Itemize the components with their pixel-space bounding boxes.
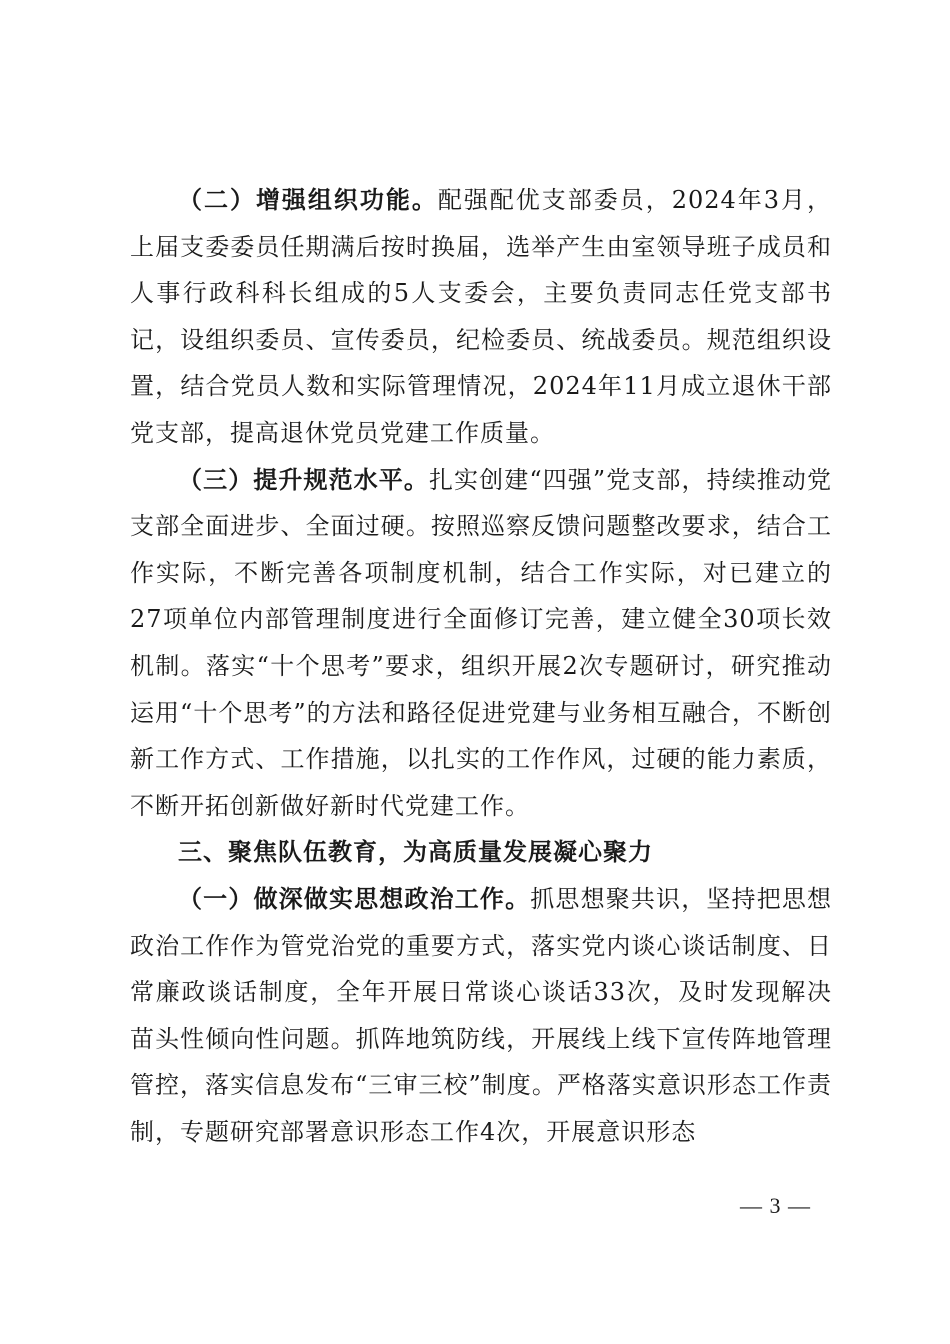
paragraph-text: 抓思想聚共识，坚持把思想政治工作作为管党治党的重要方式，落实党内谈心谈话制度、日常廉政谈话制度，全年开展日常谈心谈话33次，及时发现解决苗头性倾向性问题。抓阵地筑防线，开展线上线下宣传阵地管理管控，落实信息发布“三审三校”制度。严格落实意识形态工作责制，专题研究部署意识形态工作4次，开展意识形态 bbox=[130, 884, 833, 1146]
document-body bbox=[130, 177, 832, 1155]
paragraph-strengthen-organization bbox=[130, 177, 832, 457]
page-number: — 3 — bbox=[740, 1193, 811, 1218]
paragraph-lead: （三）提升规范水平。 bbox=[178, 465, 429, 494]
paragraph-ideological-work bbox=[130, 876, 832, 1156]
paragraph-text: 扎实创建“四强”党支部，持续推动党支部全面进步、全面过硬。按照巡察反馈问题整改要求，结合工作实际，不断完善各项制度机制，结合工作实际，对已建立的27项单位内部管理制度进行全面修订完善，建立健全30项长效机制。落实“十个思考”要求，组织开展2次专题研讨，研究推动运用“十个思考”的方法和路径促进党建与业务相互融合，不断创新工作方式、工作措施，以扎实的工作作风，过硬的能力素质，不断开拓创新做好新时代党建工作。 bbox=[130, 465, 833, 820]
paragraph-lead: （一）做深做实思想政治工作。 bbox=[178, 884, 531, 913]
paragraph-lead: （二）增强组织功能。 bbox=[178, 186, 438, 214]
paragraph-text: 配强配优支部委员，2024年3月，上届支委委员任期满后按时换届，选举产生由室领导班子成员和人事行政科科长组成的5人支委会，主要负责同志任党支部书记，设组织委员、宣传委员，纪检委员、统战委员。规范组织设置，结合党员人数和实际管理情况，2024年11月成立退休干部党支部，提高退休党员党建工作质量。 bbox=[130, 186, 832, 447]
paragraph-improve-standards bbox=[130, 457, 832, 830]
section-heading: 三、聚焦队伍教育，为高质量发展凝心聚力 bbox=[178, 838, 653, 867]
